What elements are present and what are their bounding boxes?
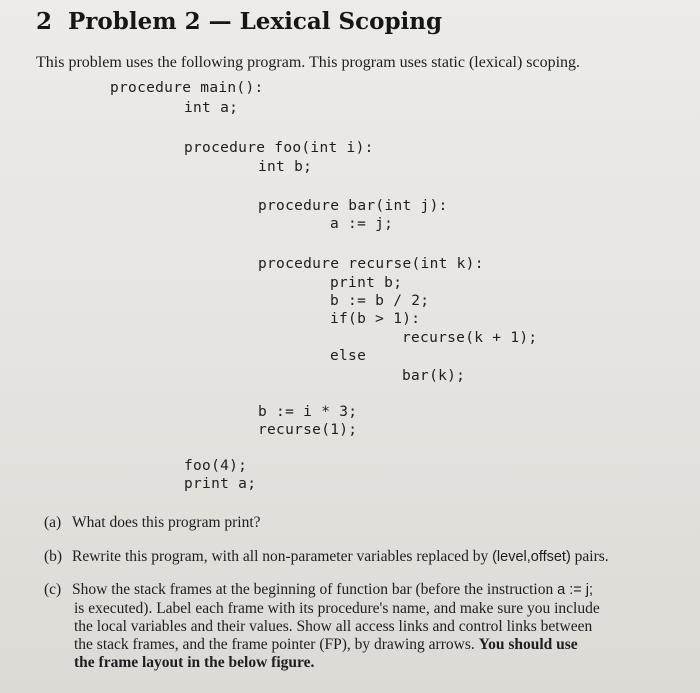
intro-paragraph: This problem uses the following program. This program uses static (lexical) scoping. <box>36 54 581 71</box>
code-line-halve-b: b := b / 2; <box>330 293 430 309</box>
code-line-if: if(b > 1): <box>330 311 421 327</box>
question-c-line4 <box>74 636 578 654</box>
question-a-label: (a) <box>44 514 62 531</box>
question-b-level-offset: (level,offset) <box>492 549 571 565</box>
question-c-line1: Show the stack frames at the beginning of function bar (before the instruction <box>72 581 554 598</box>
code-line-bar-call: bar(k); <box>402 368 466 384</box>
code-line-recurse: procedure recurse(int k): <box>258 256 484 272</box>
question-c-instruction: a := j; <box>557 582 593 598</box>
code-line-recurse-call: recurse(k + 1); <box>402 330 538 346</box>
question-c-line2: is executed). Label each frame with its procedure's name, and make sure you include <box>74 600 600 617</box>
code-line-int-a: int a; <box>184 100 239 116</box>
question-c-line5: the frame layout in the below figure. <box>74 654 315 671</box>
question-c-line4-text: the stack frames, and the frame pointer (FP), by drawing arrows. <box>74 636 475 653</box>
code-line-main: procedure main(): <box>110 80 264 96</box>
code-line-bar: procedure bar(int j): <box>258 198 448 214</box>
section-title: Problem 2 — Lexical Scoping <box>68 8 443 35</box>
code-line-print-a: print a; <box>184 476 257 492</box>
question-a-text: What does this program print? <box>72 514 261 531</box>
question-b <box>44 548 644 566</box>
code-line-int-b: int b; <box>258 159 313 175</box>
code-line-recurse-start: recurse(1); <box>258 422 358 438</box>
code-line-foo-call: foo(4); <box>184 458 248 474</box>
question-c-line3: the local variables and their values. Show all access links and control links between <box>74 618 593 635</box>
question-b-text: Rewrite this program, with all non-parameter variables replaced by <box>72 548 489 565</box>
question-c-line4-bold: You should use <box>478 636 578 653</box>
code-line-assign-a: a := j; <box>330 216 394 232</box>
question-c <box>44 581 644 599</box>
question-b-label: (b) <box>44 548 63 565</box>
question-a <box>44 514 644 532</box>
question-c-label: (c) <box>44 581 62 598</box>
section-heading <box>36 8 442 35</box>
code-line-print-b: print b; <box>330 275 403 291</box>
code-line-b-assign: b := i * 3; <box>258 404 358 420</box>
section-number: 2 <box>36 8 53 35</box>
question-b-text-end: pairs. <box>574 548 609 565</box>
code-line-foo: procedure foo(int i): <box>184 140 374 156</box>
code-line-else: else <box>330 348 367 364</box>
